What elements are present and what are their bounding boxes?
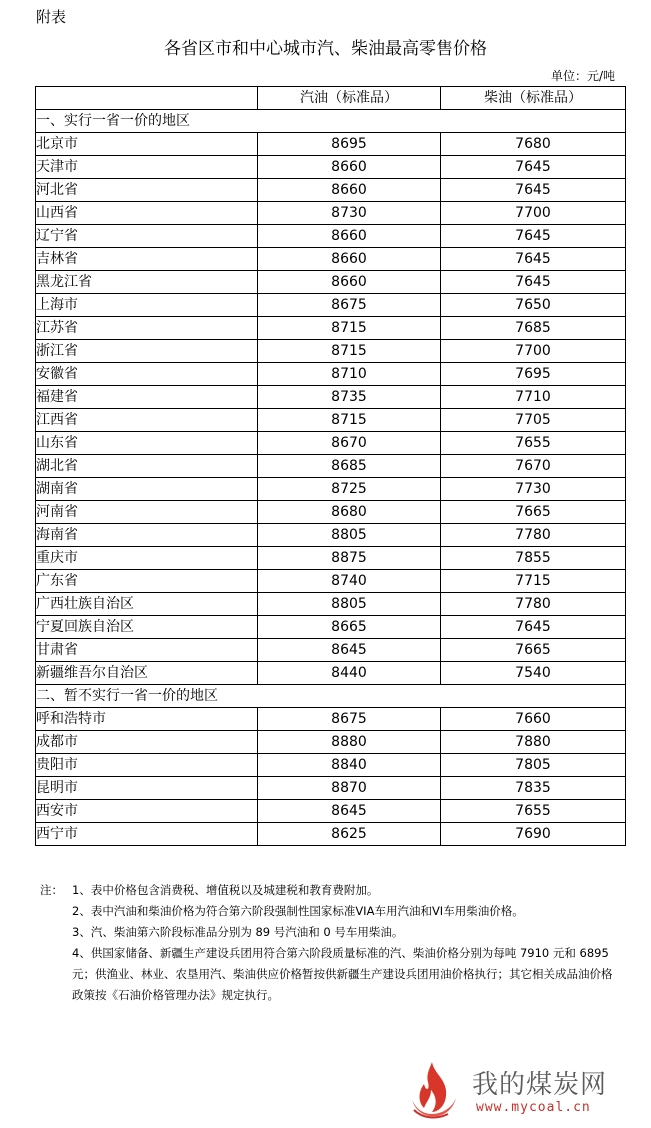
notes-label: 注：	[40, 883, 63, 897]
diesel-price-cell: 7690	[441, 823, 626, 846]
page-title: 各省区市和中心城市汽、柴油最高零售价格	[164, 39, 487, 59]
region-cell: 重庆市	[36, 547, 258, 570]
diesel-price-cell: 7660	[441, 708, 626, 731]
table-row	[36, 248, 626, 271]
table-row	[36, 478, 626, 501]
diesel-price-cell: 7645	[441, 225, 626, 248]
table-row	[36, 156, 626, 179]
region-cell: 宁夏回族自治区	[36, 616, 258, 639]
region-cell: 浙江省	[36, 340, 258, 363]
gasoline-price-cell: 8670	[258, 432, 441, 455]
region-cell: 广东省	[36, 570, 258, 593]
table-row	[36, 340, 626, 363]
diesel-price-cell: 7710	[441, 386, 626, 409]
diesel-price-cell: 7880	[441, 731, 626, 754]
gasoline-price-cell: 8685	[258, 455, 441, 478]
table-row	[36, 777, 626, 800]
gasoline-price-cell: 8660	[258, 271, 441, 294]
flame-logo-icon	[404, 1060, 460, 1120]
gasoline-price-cell: 8730	[258, 202, 441, 225]
gasoline-price-cell: 8735	[258, 386, 441, 409]
table-row	[36, 823, 626, 846]
table-row	[36, 179, 626, 202]
table-row	[36, 225, 626, 248]
region-cell: 河北省	[36, 179, 258, 202]
region-cell: 北京市	[36, 133, 258, 156]
table-row	[36, 202, 626, 225]
diesel-price-cell: 7645	[441, 616, 626, 639]
gasoline-price-cell: 8870	[258, 777, 441, 800]
region-cell: 贵阳市	[36, 754, 258, 777]
diesel-price-cell: 7670	[441, 455, 626, 478]
diesel-price-cell: 7780	[441, 593, 626, 616]
diesel-price-cell: 7780	[441, 524, 626, 547]
diesel-price-cell: 7665	[441, 639, 626, 662]
diesel-price-cell: 7645	[441, 248, 626, 271]
table-row	[36, 731, 626, 754]
diesel-price-cell: 7685	[441, 317, 626, 340]
region-cell: 湖南省	[36, 478, 258, 501]
gasoline-price-cell: 8660	[258, 225, 441, 248]
gasoline-price-cell: 8660	[258, 179, 441, 202]
table-row	[36, 616, 626, 639]
table-row	[36, 455, 626, 478]
table-row	[36, 754, 626, 777]
region-cell: 辽宁省	[36, 225, 258, 248]
watermark	[400, 1058, 640, 1124]
gasoline-price-cell: 8880	[258, 731, 441, 754]
table-header-row	[36, 87, 626, 110]
diesel-price-cell: 7665	[441, 501, 626, 524]
table-row	[36, 363, 626, 386]
gasoline-price-cell: 8875	[258, 547, 441, 570]
gasoline-price-cell: 8715	[258, 317, 441, 340]
table-row	[36, 524, 626, 547]
table-row	[36, 432, 626, 455]
region-cell: 西宁市	[36, 823, 258, 846]
region-cell: 福建省	[36, 386, 258, 409]
table-row	[36, 386, 626, 409]
diesel-price-cell: 7540	[441, 662, 626, 685]
region-cell: 山西省	[36, 202, 258, 225]
table-row	[36, 271, 626, 294]
region-cell: 昆明市	[36, 777, 258, 800]
table-row	[36, 317, 626, 340]
section-row	[36, 685, 626, 708]
table-row	[36, 409, 626, 432]
diesel-price-cell: 7855	[441, 547, 626, 570]
diesel-price-cell: 7730	[441, 478, 626, 501]
region-cell: 河南省	[36, 501, 258, 524]
region-cell: 海南省	[36, 524, 258, 547]
gasoline-price-cell: 8660	[258, 156, 441, 179]
gasoline-price-cell: 8440	[258, 662, 441, 685]
region-cell: 成都市	[36, 731, 258, 754]
diesel-price-cell: 7650	[441, 294, 626, 317]
table-row	[36, 662, 626, 685]
gasoline-price-cell: 8725	[258, 478, 441, 501]
region-cell: 天津市	[36, 156, 258, 179]
table-row	[36, 547, 626, 570]
table-row	[36, 593, 626, 616]
diesel-price-cell: 7805	[441, 754, 626, 777]
note-item: 4、供国家储备、新疆生产建设兵团用符合第六阶段质量标准的汽、柴油价格分别为每吨 7910 元和 6895 元；供渔业、林业、农垦用汽、柴油供应价格暂按供新疆生产建设兵团用油价格执行；其它相关成品油价格政策按《石油价格管理办法》规定执行。	[72, 946, 613, 1002]
watermark-url: www.mycoal.cn	[476, 1100, 591, 1115]
region-cell: 安徽省	[36, 363, 258, 386]
section-label: 二、暂不实行一省一价的地区	[36, 685, 626, 708]
unit-label: 单位：元/吨	[550, 69, 615, 83]
diesel-price-cell: 7655	[441, 800, 626, 823]
region-cell: 甘肃省	[36, 639, 258, 662]
gasoline-price-cell: 8665	[258, 616, 441, 639]
region-cell: 新疆维吾尔自治区	[36, 662, 258, 685]
region-cell: 江西省	[36, 409, 258, 432]
header-diesel: 柴油（标准品）	[441, 87, 626, 110]
table-row	[36, 294, 626, 317]
gasoline-price-cell: 8715	[258, 409, 441, 432]
table-row	[36, 800, 626, 823]
gasoline-price-cell: 8675	[258, 708, 441, 731]
gasoline-price-cell: 8715	[258, 340, 441, 363]
region-cell: 呼和浩特市	[36, 708, 258, 731]
table-row	[36, 639, 626, 662]
diesel-price-cell: 7835	[441, 777, 626, 800]
section-label: 一、实行一省一价的地区	[36, 110, 626, 133]
gasoline-price-cell: 8805	[258, 524, 441, 547]
diesel-price-cell: 7645	[441, 156, 626, 179]
price-table	[35, 86, 626, 846]
gasoline-price-cell: 8675	[258, 294, 441, 317]
notes-block	[40, 880, 620, 1006]
section-row	[36, 110, 626, 133]
region-cell: 山东省	[36, 432, 258, 455]
gasoline-price-cell: 8710	[258, 363, 441, 386]
gasoline-price-cell: 8625	[258, 823, 441, 846]
note-item: 2、表中汽油和柴油价格为符合第六阶段强制性国家标准VIA车用汽油和VI车用柴油价格。	[72, 904, 524, 918]
note-item: 3、汽、柴油第六阶段标准品分别为 89 号汽油和 0 号车用柴油。	[72, 925, 404, 939]
gasoline-price-cell: 8645	[258, 639, 441, 662]
appendix-label: 附表	[36, 8, 67, 26]
gasoline-price-cell: 8680	[258, 501, 441, 524]
region-cell: 吉林省	[36, 248, 258, 271]
region-cell: 黑龙江省	[36, 271, 258, 294]
diesel-price-cell: 7655	[441, 432, 626, 455]
gasoline-price-cell: 8840	[258, 754, 441, 777]
table-row	[36, 570, 626, 593]
gasoline-price-cell: 8645	[258, 800, 441, 823]
region-cell: 江苏省	[36, 317, 258, 340]
note-item: 注： 1、表中价格包含消费税、增值税以及城建税和教育费附加。	[40, 880, 620, 901]
header-region	[36, 87, 258, 110]
diesel-price-cell: 7700	[441, 340, 626, 363]
gasoline-price-cell: 8695	[258, 133, 441, 156]
region-cell: 湖北省	[36, 455, 258, 478]
table-row	[36, 501, 626, 524]
diesel-price-cell: 7715	[441, 570, 626, 593]
diesel-price-cell: 7645	[441, 271, 626, 294]
diesel-price-cell: 7695	[441, 363, 626, 386]
gasoline-price-cell: 8660	[258, 248, 441, 271]
region-cell: 上海市	[36, 294, 258, 317]
region-cell: 广西壮族自治区	[36, 593, 258, 616]
watermark-name: 我的煤炭网	[472, 1070, 608, 1100]
gasoline-price-cell: 8740	[258, 570, 441, 593]
table-row	[36, 133, 626, 156]
diesel-price-cell: 7705	[441, 409, 626, 432]
table-row	[36, 708, 626, 731]
gasoline-price-cell: 8805	[258, 593, 441, 616]
diesel-price-cell: 7680	[441, 133, 626, 156]
region-cell: 西安市	[36, 800, 258, 823]
diesel-price-cell: 7645	[441, 179, 626, 202]
header-gasoline: 汽油（标准品）	[258, 87, 441, 110]
diesel-price-cell: 7700	[441, 202, 626, 225]
